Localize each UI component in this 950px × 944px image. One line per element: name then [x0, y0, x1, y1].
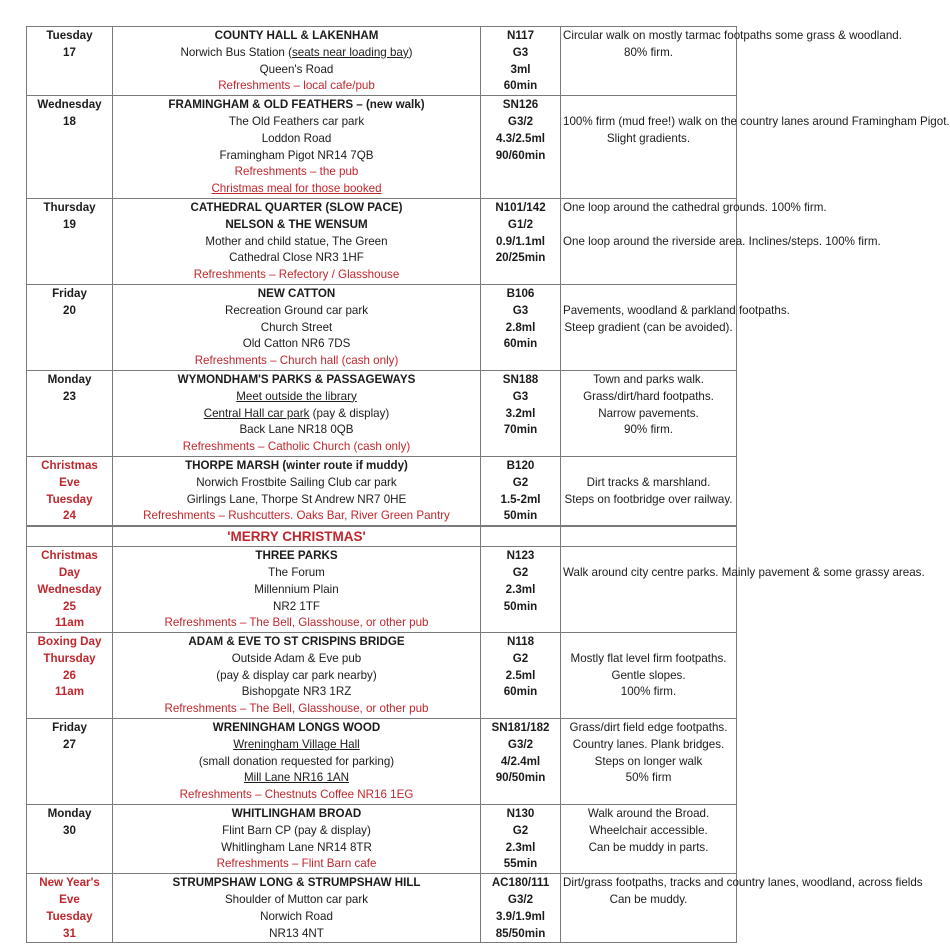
refreshments-line: Refreshments – Catholic Church (cash only): [182, 440, 411, 454]
walk-code-cell: [481, 96, 561, 199]
walk-description-line: Grass/dirt field edge footpaths.: [569, 721, 728, 735]
meeting-point-line: Norwich Road: [260, 909, 333, 923]
walk-description-line: 50% firm: [625, 771, 672, 785]
walk-duration: 50min: [503, 509, 538, 523]
walk-title: WYMONDHAM'S PARKS & PASSAGEWAYS: [177, 372, 416, 386]
walk-description-cell: [561, 719, 737, 805]
walk-description-cell: [561, 805, 737, 874]
walk-description-line: Country lanes. Plank bridges.: [572, 737, 725, 751]
walk-distance: 3.2ml: [505, 406, 536, 420]
walk-distance: 1.5-2ml: [500, 492, 541, 506]
walk-title: NELSON & THE WENSUM: [225, 217, 368, 231]
walk-row: [27, 27, 737, 96]
walk-date-cell: [27, 547, 113, 633]
walk-grade: G3/2: [507, 893, 534, 907]
walk-date-line: Friday: [52, 721, 87, 735]
meeting-point-line: Church Street: [260, 320, 333, 334]
walk-description-line: [563, 217, 734, 234]
walk-code-cell: [481, 874, 561, 943]
walk-details-cell: [113, 719, 481, 805]
walk-title: CATHEDRAL QUARTER (SLOW PACE): [190, 200, 403, 214]
walk-code: N118: [506, 635, 535, 649]
walk-date-line: Thursday: [43, 651, 96, 665]
walk-date-line: Day: [58, 565, 81, 579]
walk-details-cell: [113, 805, 481, 874]
walk-code: SN181/182: [491, 721, 550, 735]
walk-code-cell: [481, 456, 561, 526]
walk-distance: 2.5ml: [505, 668, 536, 682]
walk-date-line: Thursday: [43, 200, 96, 214]
walk-description-cell: [561, 370, 737, 456]
christmas-banner-row: [27, 526, 737, 547]
walk-schedule-body: [27, 27, 950, 943]
walk-date-line: Christmas: [41, 549, 98, 563]
walk-description-cell: [561, 284, 790, 370]
walk-row: [27, 633, 737, 719]
walk-details-cell: [113, 27, 481, 96]
walk-date-line: Tuesday: [46, 492, 93, 506]
meeting-point-line: The Old Feathers car park: [228, 114, 365, 128]
walk-description-line: Dirt/grass footpaths, tracks and country lanes, woodland, across fields: [563, 876, 923, 890]
walk-duration: 60min: [503, 337, 538, 351]
walk-description-line: Slight gradients.: [606, 131, 691, 145]
walk-distance: 2.8ml: [505, 320, 536, 334]
walk-code: N123: [506, 549, 535, 563]
walk-date-line: 11am: [54, 616, 84, 630]
walk-date-line: Friday: [52, 286, 87, 300]
walk-date-line: 27: [63, 737, 76, 751]
walk-row: [27, 284, 737, 370]
walk-date-line: Tuesday: [46, 909, 93, 923]
walk-duration: 90/60min: [495, 148, 546, 162]
meeting-point-line: Central Hall car park (pay & display): [203, 406, 390, 420]
meeting-point-line: Shoulder of Mutton car park: [224, 893, 369, 907]
refreshments-line: Refreshments – Refectory / Glasshouse: [193, 268, 400, 282]
walk-date-line: 25: [63, 599, 76, 613]
refreshments-line: Refreshments – Rushcutters. Oaks Bar, River Green Pantry: [143, 509, 450, 523]
walk-description-line: Town and parks walk.: [593, 372, 704, 386]
walk-distance: 3ml: [510, 62, 531, 76]
walk-details-cell: [113, 284, 481, 370]
underlined-text: Central Hall car park: [203, 406, 310, 420]
walk-code-cell: [481, 805, 561, 874]
walk-description-line: Can be muddy.: [609, 893, 688, 907]
meeting-point-line: Loddon Road: [261, 131, 332, 145]
walk-details-cell: [113, 370, 481, 456]
walk-code: SN126: [502, 98, 539, 112]
walk-date-line: 24: [63, 509, 76, 523]
walk-title: FRAMINGHAM & OLD FEATHERS – (new walk): [168, 98, 425, 112]
walk-code-cell: [481, 633, 561, 719]
walk-schedule-table: [26, 26, 950, 943]
walk-code: N101/142: [495, 200, 546, 214]
walk-title: STRUMPSHAW LONG & STRUMPSHAW HILL: [172, 876, 421, 890]
refreshments-line: Refreshments – local cafe/pub: [218, 79, 375, 93]
meeting-point-line: NR13 4NT: [269, 926, 324, 940]
walk-description-line: [563, 458, 734, 475]
walk-description-line: 100% firm.: [620, 685, 677, 699]
walk-description-line: Steps on longer walk: [594, 754, 703, 768]
walk-description-line: 100% firm (mud free!) walk on the country lanes around Framingham Pigot.: [563, 114, 950, 128]
walk-details-cell: [113, 96, 481, 199]
meeting-point-line: NR2 1TF: [272, 599, 321, 613]
walk-date-line: Eve: [59, 475, 80, 489]
walk-title: WHITLINGHAM BROAD: [231, 807, 362, 821]
meeting-point-line: Framingham Pigot NR14 7QB: [219, 148, 374, 162]
walk-duration: 60min: [503, 79, 538, 93]
walk-grade: G2: [512, 651, 529, 665]
walk-date-line: 30: [63, 823, 76, 837]
walk-description-line: Mostly flat level firm footpaths.: [570, 651, 727, 665]
walk-row: [27, 874, 737, 943]
walk-row: [27, 719, 737, 805]
walk-description-line: Dirt tracks & marshland.: [586, 475, 711, 489]
walk-row: [27, 370, 737, 456]
refreshments-line: Refreshments – The Bell, Glasshouse, or other pub: [164, 702, 429, 716]
walk-distance: 2.3ml: [505, 840, 536, 854]
walk-description-line: One loop around the cathedral grounds. 100% firm.: [563, 200, 827, 214]
walk-date-cell: [27, 633, 113, 719]
walk-date-line: Monday: [47, 807, 92, 821]
walk-description-line: Gentle slopes.: [611, 668, 686, 682]
walk-details-cell: [113, 456, 481, 526]
walk-date-cell: [27, 719, 113, 805]
walk-title: ADAM & EVE TO ST CRISPINS BRIDGE: [188, 635, 405, 649]
walk-details-cell: [113, 198, 481, 284]
walk-date-line: Boxing Day: [37, 635, 102, 649]
refreshments-line: Refreshments – Flint Barn cafe: [216, 857, 377, 871]
meeting-point-line: Recreation Ground car park: [224, 303, 369, 317]
refreshments-line: Refreshments – the pub: [234, 165, 359, 179]
walk-code-cell: [481, 198, 561, 284]
meeting-point-line: Old Catton NR6 7DS: [242, 337, 351, 351]
walk-description-line: Steps on footbridge over railway.: [564, 492, 733, 506]
walk-code-cell: [481, 547, 561, 633]
meeting-point-line: Flint Barn CP (pay & display): [222, 823, 371, 837]
walk-row: [27, 96, 737, 199]
walk-description-line: Walk around city centre parks. Mainly pavement & some grassy areas.: [563, 565, 925, 579]
walk-title: THREE PARKS: [255, 549, 338, 563]
walk-description-line: [563, 634, 734, 651]
meeting-point-line: (pay & display car park nearby): [216, 668, 377, 682]
walk-date-line: 31: [63, 926, 76, 940]
walk-distance: 0.9/1.1ml: [496, 234, 545, 248]
walk-description-line: 90% firm.: [624, 423, 673, 437]
walk-distance: 3.9/1.9ml: [496, 909, 545, 923]
walk-code-cell: [481, 370, 561, 456]
walk-code: B120: [506, 458, 535, 472]
walk-description-line: [563, 548, 734, 565]
walk-date-line: Monday: [47, 372, 92, 386]
walk-description-cell: [561, 547, 925, 633]
walk-description-cell: [561, 456, 737, 526]
walk-date-line: Wednesday: [37, 582, 102, 596]
meeting-point-line: Whitlingham Lane NR14 8TR: [221, 840, 372, 854]
walk-grade: G2: [512, 565, 529, 579]
walk-title: WRENINGHAM LONGS WOOD: [212, 721, 381, 735]
walk-description-line: 80% firm.: [624, 45, 673, 59]
walk-grade: G3: [512, 45, 529, 59]
walk-grade: G2: [512, 475, 529, 489]
meeting-point-line: Cathedral Close NR3 1HF: [229, 251, 364, 265]
walk-description-line: Circular walk on mostly tarmac footpaths some grass & woodland.: [563, 29, 902, 42]
meeting-point-line: Norwich Frostbite Sailing Club car park: [196, 475, 397, 489]
refreshments-line: Refreshments – The Bell, Glasshouse, or other pub: [164, 616, 429, 630]
walk-date-line: Christmas: [41, 458, 98, 472]
meeting-point-line: Queen's Road: [259, 62, 334, 76]
walk-row: [27, 198, 737, 284]
walk-grade: G1/2: [507, 217, 534, 231]
walk-description-cell: [561, 27, 902, 96]
walk-duration: 90/50min: [495, 771, 546, 785]
refreshments-line: Christmas meal for those booked: [211, 182, 382, 196]
walk-title: THORPE MARSH (winter route if muddy): [185, 458, 408, 472]
walk-grade: G3/2: [507, 114, 534, 128]
meeting-point-line: Wreningham Village Hall: [233, 737, 360, 751]
walk-distance: 2.3ml: [505, 582, 536, 596]
walk-date-cell: [27, 874, 113, 943]
walk-duration: 55min: [503, 857, 538, 871]
walk-code: N130: [506, 807, 535, 821]
walk-duration: 70min: [503, 423, 538, 437]
walk-duration: 85/50min: [495, 926, 546, 940]
walk-date-line: 23: [63, 389, 76, 403]
walk-date-cell: [27, 27, 113, 96]
banner-blank-cell: [481, 526, 561, 547]
walk-date-line: New Year's: [39, 876, 100, 890]
walk-description-line: Steep gradient (can be avoided).: [564, 320, 733, 334]
walk-description-line: [563, 97, 734, 114]
walk-date-line: Tuesday: [46, 29, 93, 42]
walk-description-line: Can be muddy in parts.: [588, 840, 709, 854]
walk-date-cell: [27, 370, 113, 456]
meeting-point-line: (small donation requested for parking): [198, 754, 395, 768]
walk-code-cell: [481, 27, 561, 96]
merry-christmas-banner: 'MERRY CHRISTMAS': [113, 526, 481, 547]
meeting-point-line: Millennium Plain: [254, 582, 339, 596]
refreshments-line: Refreshments – Church hall (cash only): [194, 354, 399, 368]
meeting-point-line: Norwich Bus Station (seats near loading bay): [180, 45, 413, 59]
walk-description-line: Grass/dirt/hard footpaths.: [583, 389, 714, 403]
walk-grade: G3: [512, 389, 529, 403]
meeting-point-line: Bishopgate NR3 1RZ: [241, 685, 352, 699]
walk-details-cell: [113, 874, 481, 943]
meeting-point-line: Mill Lane NR16 1AN: [243, 771, 350, 785]
walk-description-cell: [561, 874, 923, 943]
walk-duration: 60min: [503, 685, 538, 699]
walk-date-cell: [27, 198, 113, 284]
walk-distance: 4.3/2.5ml: [496, 131, 545, 145]
walk-title: NEW CATTON: [257, 286, 336, 300]
refreshments-line: Refreshments – Chestnuts Coffee NR16 1EG: [179, 788, 414, 802]
walk-code: AC180/111: [491, 876, 550, 890]
banner-blank-cell: [561, 526, 737, 547]
walk-code: B106: [506, 286, 535, 300]
walk-date-line: Wednesday: [37, 98, 102, 112]
walk-date-line: 18: [63, 114, 76, 128]
walk-description-cell: [561, 198, 881, 284]
meeting-point-line: Mother and child statue, The Green: [205, 234, 388, 248]
walk-description-line: Wheelchair accessible.: [589, 823, 708, 837]
walk-details-cell: [113, 633, 481, 719]
walk-code: SN188: [502, 372, 539, 386]
walk-description-line: One loop around the riverside area. Inclines/steps. 100% firm.: [563, 234, 881, 248]
walk-row: [27, 805, 737, 874]
walk-description-cell: [561, 96, 950, 199]
walk-duration: 20/25min: [495, 251, 546, 265]
walk-date-line: 19: [63, 217, 76, 231]
walk-date-line: 11am: [54, 685, 84, 699]
walk-distance: 4/2.4ml: [500, 754, 541, 768]
walk-description-line: Walk around the Broad.: [587, 807, 710, 821]
walk-grade: G3: [512, 303, 529, 317]
walk-grade: G3/2: [507, 737, 534, 751]
walk-grade: G2: [512, 823, 529, 837]
walk-row: [27, 547, 737, 633]
walk-date-line: 17: [63, 45, 76, 59]
banner-blank-cell: [27, 526, 113, 547]
meeting-point-line: The Forum: [268, 565, 325, 579]
walk-details-cell: [113, 547, 481, 633]
meeting-point-line: Girlings Lane, Thorpe St Andrew NR7 0HE: [186, 492, 407, 506]
underlined-text: seats near loading bay: [291, 45, 409, 59]
walk-code-cell: [481, 284, 561, 370]
walk-date-cell: [27, 805, 113, 874]
meeting-point-line: Meet outside the library: [236, 389, 357, 403]
walk-description-line: [563, 286, 734, 303]
walk-date-line: 26: [63, 668, 76, 682]
walk-date-cell: [27, 284, 113, 370]
walk-code-cell: [481, 719, 561, 805]
walk-duration: 50min: [503, 599, 538, 613]
walk-date-cell: [27, 456, 113, 526]
walk-description-cell: [561, 633, 737, 719]
walk-date-cell: [27, 96, 113, 199]
walk-description-line: Narrow pavements.: [598, 406, 699, 420]
walk-code: N117: [506, 29, 535, 42]
meeting-point-line: Outside Adam & Eve pub: [231, 651, 362, 665]
walk-date-line: 20: [63, 303, 76, 317]
walk-date-line: Eve: [59, 893, 80, 907]
walk-row: [27, 456, 737, 526]
walk-title: COUNTY HALL & LAKENHAM: [214, 29, 379, 42]
meeting-point-line: Back Lane NR18 0QB: [239, 423, 354, 437]
walk-description-line: Pavements, woodland & parkland footpaths.: [563, 303, 790, 317]
